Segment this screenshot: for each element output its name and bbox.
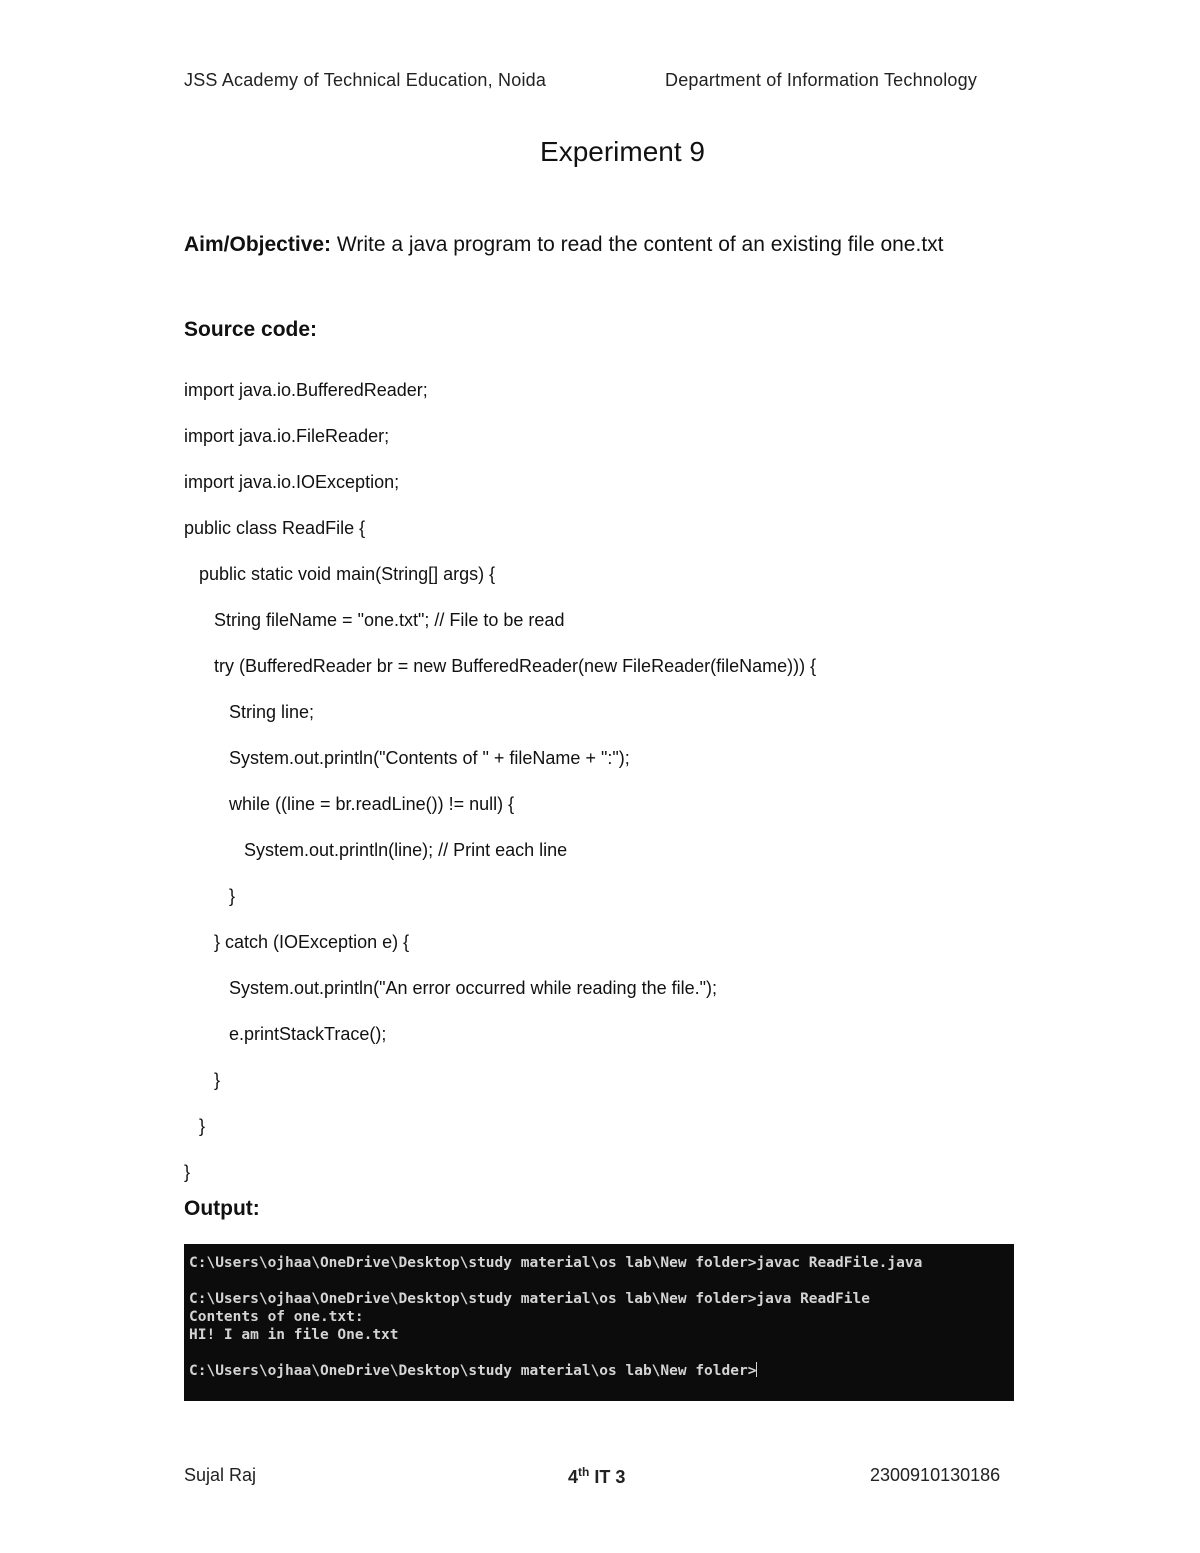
footer-class (568, 1465, 625, 1488)
terminal-output-screenshot (184, 1244, 1014, 1401)
source-code-heading: Source code: (184, 318, 318, 341)
footer-section: IT 3 (589, 1467, 626, 1487)
terminal-prompt-line (189, 1362, 1009, 1380)
code-line: public static void main(String[] args) { (184, 564, 496, 584)
code-line: try (BufferedReader br = new BufferedReader(new FileReader(fileName))) { (184, 656, 817, 676)
footer-year-suffix: th (578, 1465, 590, 1479)
header-institution: JSS Academy of Technical Education, Noida (184, 70, 547, 90)
output-heading: Output: (184, 1197, 260, 1220)
terminal-line: C:\Users\ojhaa\OneDrive\Desktop\study material\os lab\New folder>javac ReadFile.java (189, 1255, 923, 1271)
header-department: Department of Information Technology (665, 70, 978, 90)
footer-name: Sujal Raj (184, 1465, 257, 1485)
code-line: } (184, 886, 236, 906)
page-title: Experiment 9 (540, 136, 705, 167)
aim-paragraph (184, 226, 1014, 263)
aim-label: Aim/Objective: (184, 233, 332, 256)
code-line: } (184, 1116, 206, 1136)
terminal-prompt: C:\Users\ojhaa\OneDrive\Desktop\study material\os lab\New folder> (189, 1363, 757, 1379)
code-line: } (184, 1070, 221, 1090)
code-line: while ((line = br.readLine()) != null) { (184, 794, 515, 814)
code-line: System.out.println("An error occurred while reading the file."); (184, 978, 717, 998)
terminal-blank-line (189, 1272, 1009, 1290)
code-line: public class ReadFile { (184, 518, 366, 538)
code-line: System.out.println("Contents of " + fileName + ":"); (184, 748, 630, 768)
code-line: String fileName = "one.txt"; // File to be read (184, 610, 565, 630)
code-line: System.out.println(line); // Print each line (184, 840, 568, 860)
code-line: import java.io.IOException; (184, 472, 400, 492)
cursor-icon (756, 1362, 757, 1377)
code-line: } catch (IOException e) { (184, 932, 410, 952)
footer-year: 4 (568, 1467, 579, 1487)
code-line: e.printStackTrace(); (184, 1024, 387, 1044)
terminal-blank-line (189, 1344, 1009, 1362)
terminal-line: Contents of one.txt: (189, 1309, 364, 1325)
source-code-block (184, 367, 816, 1195)
footer-roll-number: 2300910130186 (870, 1465, 1001, 1485)
code-line: } (184, 1162, 191, 1182)
code-line: String line; (184, 702, 315, 722)
code-line: import java.io.FileReader; (184, 426, 390, 446)
terminal-line: C:\Users\ojhaa\OneDrive\Desktop\study material\os lab\New folder>java ReadFile (189, 1291, 870, 1307)
aim-text: Write a java program to read the content of an existing file one.txt (331, 233, 944, 256)
code-line: import java.io.BufferedReader; (184, 380, 428, 400)
terminal-line: HI! I am in file One.txt (189, 1327, 399, 1343)
